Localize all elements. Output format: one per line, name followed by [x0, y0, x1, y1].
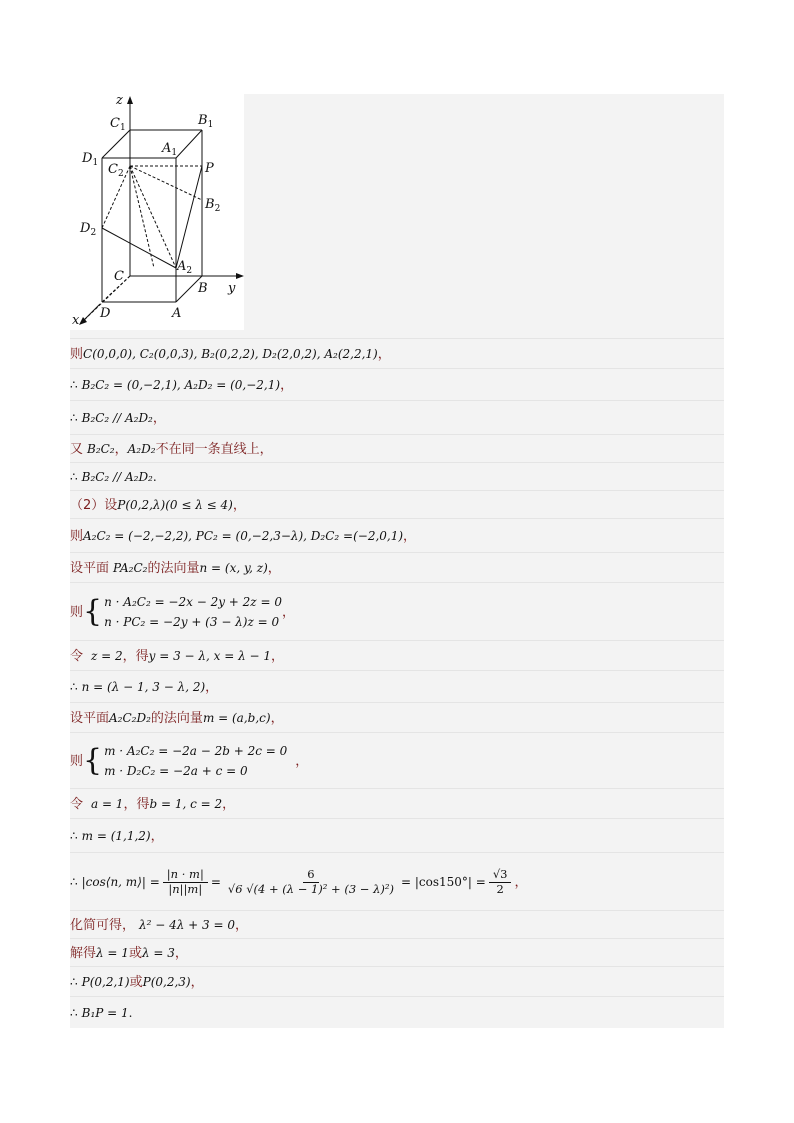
therefore-symbol: ∴: [70, 411, 78, 425]
line-10-math-a: z = 2: [90, 649, 123, 663]
line-1-text: 则: [70, 346, 84, 362]
line-18-text-a: 解得: [70, 945, 97, 961]
label-x: x: [72, 313, 80, 328]
line-4-math-a: B₂C₂: [87, 442, 115, 456]
line-14-end: ，: [222, 796, 236, 812]
cos-abs-lhs: |cos⟨n, m⟩| =: [81, 875, 160, 889]
line-4-end: ，: [259, 441, 273, 457]
line-11-end: ，: [205, 679, 219, 695]
solution-line-17: [70, 910, 724, 939]
line-18-math-b: λ = 3: [141, 946, 175, 960]
line-18-text-b: 或: [128, 945, 142, 961]
line-3-math: B₂C₂ // A₂D₂: [81, 411, 153, 425]
cos150-rhs: = |cos150°| =: [400, 875, 486, 889]
line-3-end: ，: [152, 410, 166, 426]
solution-line-14: [70, 788, 724, 819]
line-17-end: ，: [234, 917, 248, 933]
line-C2-A2b: [130, 166, 154, 268]
line-1-end: ，: [377, 346, 391, 362]
label-B2: $B_2$: [205, 197, 221, 214]
label-A: A: [172, 306, 182, 321]
line-18-end: ，: [174, 945, 188, 961]
y-axis-arrow: [236, 273, 244, 279]
line-2-end: ，: [280, 377, 294, 393]
line-5-end: .: [152, 470, 157, 484]
solution-line-6: [70, 490, 724, 519]
label-A2: $A_2$: [177, 259, 193, 276]
line-8-text-b: 的法向量: [147, 560, 200, 576]
line-4-sep: ，: [114, 441, 128, 457]
geometry-figure: [70, 94, 244, 330]
line-7-text: 则: [70, 528, 84, 544]
label-C1: $C_1$: [110, 116, 126, 133]
line-C2-B2: [130, 166, 202, 200]
therefore-symbol: ∴: [70, 470, 78, 484]
fraction-2-numerator: 6: [303, 869, 318, 883]
line-1-math: C(0,0,0), C₂(0,0,3), B₂(0,2,2), D₂(2,0,2), A₂(2,2,1): [83, 347, 378, 361]
fraction-dot-over-norms: [163, 869, 208, 895]
fraction-3-denominator: 2: [496, 881, 504, 896]
line-13-text: 则: [70, 753, 84, 769]
edge-C1-D1: [102, 130, 130, 158]
line-14-text-a: 令: [70, 796, 84, 812]
solution-line-4: [70, 434, 724, 463]
line-10-end: ，: [271, 648, 285, 664]
line-17-text: 化简可得，: [70, 917, 136, 933]
fraction-2-denominator: √6 √(4 + (λ − 1)² + (3 − λ)²): [227, 881, 394, 896]
line-2-math: B₂C₂ = (0,−2,1), A₂D₂ = (0,−2,1): [81, 378, 281, 392]
line-10-text-a: 令: [70, 648, 84, 664]
line-12-end: ，: [270, 710, 284, 726]
solution-line-15: [70, 818, 724, 853]
label-D1: $D_1$: [82, 151, 99, 168]
therefore-symbol: ∴: [70, 975, 78, 989]
line-17-math: λ² − 4λ + 3 = 0: [139, 918, 235, 932]
solution-line-1: [70, 338, 724, 369]
fraction-1-denominator: |n||m|: [168, 881, 203, 896]
solution-line-10: [70, 640, 724, 671]
label-A1: $A_1$: [162, 141, 178, 158]
line-4-text-a: 又: [70, 441, 84, 457]
solution-line-19: [70, 966, 724, 997]
line-20-math: B₁P = 1: [81, 1006, 129, 1020]
fraction-root3-over-2: [489, 869, 512, 895]
edge-A1-B1: [176, 130, 202, 158]
line-12-math-b: m = (a,b,c): [202, 711, 271, 725]
line-19-end: ，: [190, 974, 204, 990]
solution-line-20: [70, 996, 724, 1029]
therefore-symbol: ∴: [70, 378, 78, 392]
line-6-math: P(0,2,λ)(0 ≤ λ ≤ 4): [117, 498, 233, 512]
line-13-end: ，: [295, 753, 309, 769]
system-1-row-1: n · A₂C₂ = −2x − 2y + 2z = 0: [104, 595, 282, 609]
line-9-text: 则: [70, 604, 84, 620]
fraction-1-numerator: |n · m|: [163, 869, 208, 883]
system-1-row-2: n · PC₂ = −2y + (3 − λ)z = 0: [104, 615, 280, 629]
line-9-end: ，: [281, 604, 295, 620]
line-14-text-b: ，得: [123, 796, 150, 812]
line-14-math-b: b = 1, c = 2: [149, 797, 223, 811]
therefore-symbol: ∴: [70, 875, 78, 889]
label-C2: $C_2$: [108, 162, 124, 179]
left-brace: {: [83, 594, 103, 629]
line-D2-A2: [102, 228, 176, 268]
line-8-math-b: n = (x, y, z): [199, 561, 268, 575]
line-8-end: ，: [267, 560, 281, 576]
cuboid-diagram: [70, 94, 244, 330]
system-2-row-2: m · D₂C₂ = −2a + c = 0: [104, 764, 248, 778]
therefore-symbol: ∴: [70, 1006, 78, 1020]
line-15-end: ，: [150, 828, 164, 844]
solution-line-7: [70, 518, 724, 553]
solution-line-3: [70, 400, 724, 435]
line-8-text-a: 设平面: [70, 560, 110, 576]
solution-line-2: [70, 368, 724, 401]
label-B: B: [198, 281, 208, 296]
line-20-end: .: [128, 1006, 133, 1020]
line-18-math-a: λ = 1: [96, 946, 129, 960]
line-6-end: ，: [232, 497, 246, 513]
label-z: z: [116, 94, 123, 108]
line-12-math-a: A₂C₂D₂: [109, 711, 151, 725]
line-12-text-a: 设平面: [70, 710, 110, 726]
line-C2-A2: [130, 166, 176, 268]
z-axis-arrow: [127, 96, 133, 104]
equation-system-1: [83, 596, 282, 628]
solution-line-16: [70, 852, 724, 911]
line-7-math: A₂C₂ = (−2,−2,2), PC₂ = (0,−2,3−λ), D₂C₂ =(−2,0,1): [83, 529, 404, 543]
left-brace: {: [83, 743, 103, 778]
line-19-math-b: P(0,2,3): [142, 975, 191, 989]
solution-line-18: [70, 938, 724, 967]
line-6-text: （2）设: [70, 497, 118, 513]
label-C: C: [114, 269, 124, 284]
equals-sign: =: [210, 875, 221, 889]
solution-line-11: [70, 670, 724, 703]
label-D: D: [100, 306, 111, 321]
line-19-math-a: P(0,2,1): [81, 975, 130, 989]
line-12-text-b: 的法向量: [150, 710, 203, 726]
line-16-end: ，: [514, 874, 528, 890]
line-15-math: m = (1,1,2): [81, 829, 151, 843]
line-5-math: B₂C₂ // A₂D₂: [81, 470, 153, 484]
line-11-math: n = (λ − 1, 3 − λ, 2): [81, 680, 206, 694]
label-y: y: [228, 281, 236, 296]
system-2-row-1: m · A₂C₂ = −2a − 2b + 2c = 0: [104, 744, 288, 758]
therefore-symbol: ∴: [70, 829, 78, 843]
label-B1: $B_1$: [198, 113, 214, 130]
line-4-text-b: 不在同一条直线上: [155, 441, 260, 457]
line-7-end: ，: [403, 528, 417, 544]
solution-line-5: [70, 462, 724, 491]
line-10-math-b: y = 3 − λ, x = λ − 1: [148, 649, 272, 663]
line-A2-P: [176, 166, 202, 268]
solution-line-12: [70, 702, 724, 733]
label-P: P: [205, 161, 214, 176]
fraction-six-over-root: [224, 869, 398, 895]
line-19-text: 或: [129, 974, 143, 990]
solution-line-8: [70, 552, 724, 583]
line-10-text-b: ，得: [122, 648, 149, 664]
fraction-3-numerator: √3: [489, 869, 512, 883]
label-D2: $D_2$: [80, 221, 97, 238]
line-4-math-b: A₂D₂: [127, 442, 156, 456]
line-8-math-a: PA₂C₂: [113, 561, 148, 575]
equation-system-2: [83, 745, 287, 777]
solution-line-9: [70, 582, 724, 641]
therefore-symbol: ∴: [70, 680, 78, 694]
solution-line-13: [70, 732, 724, 789]
line-14-math-a: a = 1: [90, 797, 124, 811]
